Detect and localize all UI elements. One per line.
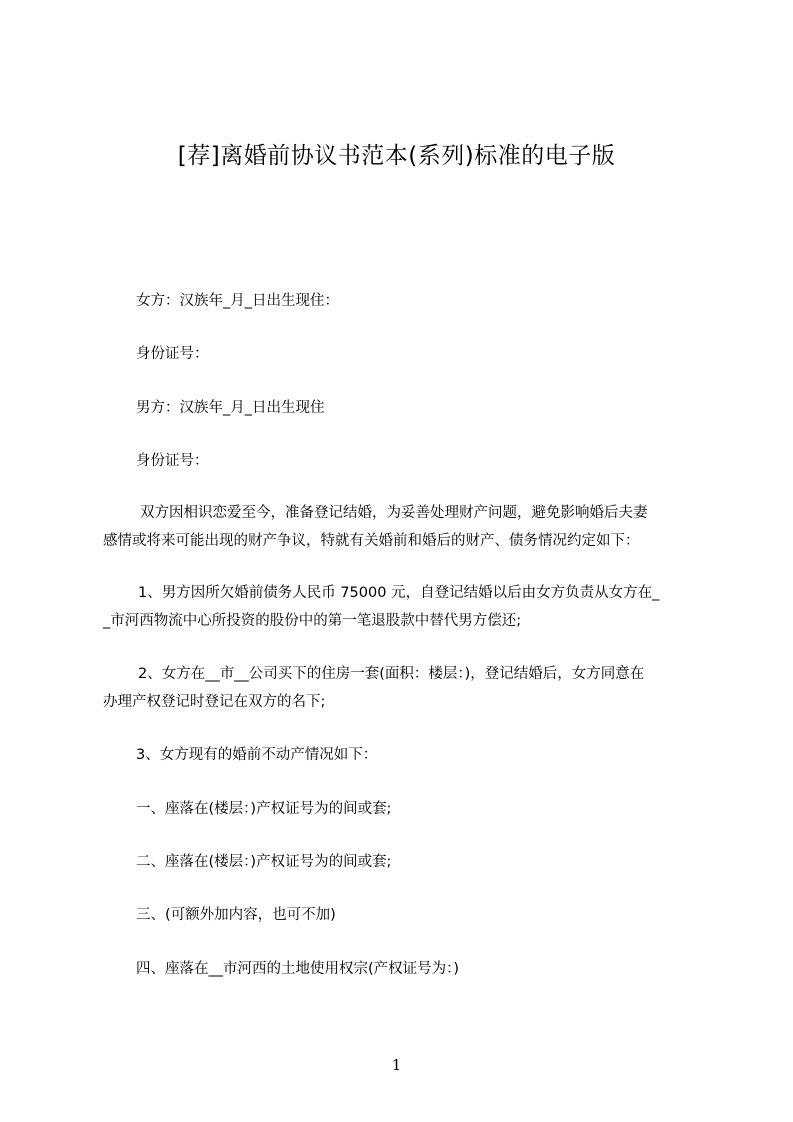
item-1-paragraph: [103, 579, 708, 635]
item-2-paragraph: [103, 660, 708, 716]
sub-item-4: 四、座落在__市河西的土地使用权宗(产权证号为：): [136, 961, 460, 977]
sub-item-2: 二、座落在(楼层：)产权证号为的间或套;: [136, 854, 392, 870]
intro-line-2: 感情或将来可能出现的财产争议，特就有关婚前和婚后的财产、债务情况约定如下：: [103, 533, 640, 549]
intro-line-1: 双方因相识恋爱至今，准备登记结婚，为妥善处理财产问题，避免影响婚后夫妻: [140, 505, 648, 521]
item-2-line-2: 办理产权登记时登记在双方的名下;: [103, 694, 326, 710]
document-title: [荐]离婚前协议书范本(系列)标准的电子版: [177, 143, 616, 169]
female-id-line: 身份证号：: [136, 346, 209, 362]
item-2-line-1: 2、女方在__市__公司买下的住房一套(面积：楼层：)，登记结婚后，女方同意在: [138, 666, 645, 682]
male-id-line: 身份证号：: [136, 453, 209, 469]
intro-paragraph: [103, 499, 708, 555]
male-party-line: 男方：汉族年_月_日出生现住: [136, 400, 325, 416]
page-number: 1: [391, 1056, 402, 1074]
sub-item-1: 一、座落在(楼层：)产权证号为的间或套;: [136, 801, 392, 817]
female-party-line: 女方：汉族年_月_日出生现住：: [136, 293, 339, 309]
item-3-line: 3、女方现有的婚前不动产情况如下：: [136, 747, 378, 763]
item-1-line-2: _市河西物流中心所投资的股份中的第一笔退股款中替代男方偿还;: [103, 613, 522, 629]
item-1-line-1: 1、男方因所欠婚前债务人民币 75000 元，自登记结婚以后由女方负责从女方在_: [138, 585, 660, 601]
sub-item-3: 三、(可额外加内容，也可不加): [136, 907, 336, 923]
